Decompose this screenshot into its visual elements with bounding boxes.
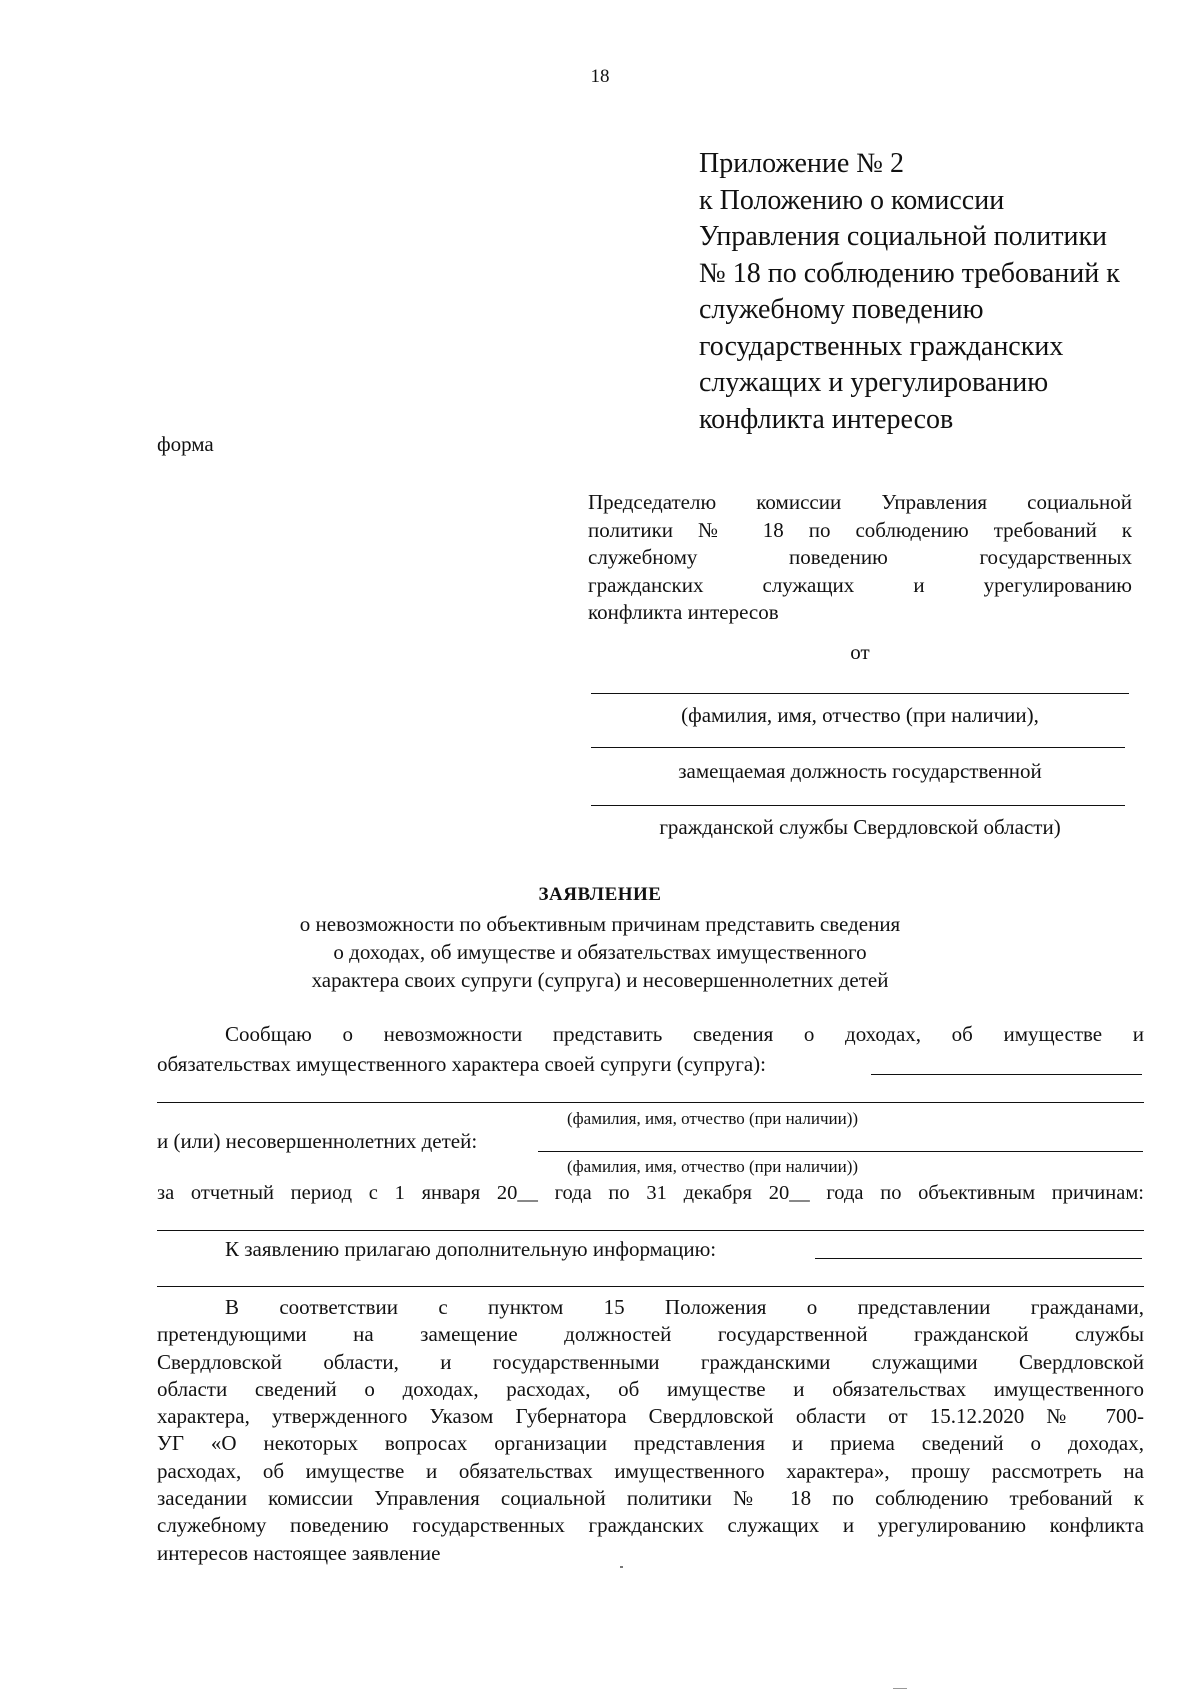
period-line[interactable]: за отчетный период с 1 января 20__ года по 31 декабря 20__ года по объективным причинам:: [157, 1182, 1144, 1204]
appendix-line: служащих и урегулированию: [699, 367, 1049, 398]
statement-subtitle-line: о невозможности по объективным причинам представить сведения: [299, 912, 901, 936]
appendix-line: государственных гражданских: [699, 330, 1064, 362]
addressee-block: [588, 489, 1132, 627]
sender-service-caption: гражданской службы Свердловской области): [659, 815, 1061, 839]
appendix-line: № 18 по соблюдению требований к: [699, 257, 1120, 289]
addressee-line: Председателю комиссии Управления социальной: [588, 490, 1132, 514]
attach-field[interactable]: [815, 1258, 1142, 1259]
appendix-line: служебному поведению: [699, 294, 984, 325]
appendix-line: Приложение № 2: [699, 148, 904, 179]
paragraph-line: претендующими на замещение должностей государственной гражданской службы: [157, 1322, 1144, 1347]
page-number: 18: [590, 66, 610, 87]
paragraph-line: В соответствии с пунктом 15 Положения о представлении гражданами,: [225, 1295, 1144, 1319]
paragraph-line: УГ «О некоторых вопросах организации представления и приема сведений о доходах,: [157, 1431, 1144, 1456]
appendix-line: к Положению о комиссии: [699, 184, 1005, 216]
spouse-fio-field-cont[interactable]: [157, 1102, 1144, 1103]
sender-name-line[interactable]: [591, 693, 1129, 694]
sender-position-line[interactable]: [591, 747, 1125, 748]
paragraph-line: характера, утвержденного Указом Губернатора Свердловской области от 15.12.2020 № 700-: [157, 1404, 1144, 1429]
appendix-header: [699, 146, 1169, 438]
paragraph-line: интересов настоящее заявление: [157, 1540, 441, 1565]
addressee-line: гражданских служащих и урегулированию: [588, 572, 1132, 597]
form-label: форма: [157, 432, 214, 456]
statement-subtitle-line: о доходах, об имуществе и обязательствах имущественного: [333, 940, 867, 964]
intro-line-1: Сообщаю о невозможности представить сведения о доходах, об имуществе и: [225, 1022, 1144, 1046]
addressee-line: политики № 18 по соблюдению требований к: [588, 517, 1132, 542]
paragraph-line: заседании комиссии Управления социальной политики № 18 по соблюдению требований к: [157, 1486, 1144, 1511]
sender-name-caption: (фамилия, имя, отчество (при наличии),: [681, 703, 1039, 727]
paragraph-line: области сведений о доходах, расходах, об имуществе и обязательствах имущественного: [157, 1376, 1144, 1401]
statement-title: ЗАЯВЛЕНИЕ: [538, 884, 662, 905]
addressee-line: конфликта интересов: [588, 600, 779, 624]
scan-speck: [893, 1688, 907, 1689]
addressee-line: служебному поведению государственных: [588, 545, 1132, 569]
attach-field-cont[interactable]: [157, 1286, 1144, 1287]
sender-service-line[interactable]: [591, 805, 1125, 806]
scan-speck: [620, 1566, 623, 1568]
intro-line-2-text: обязательствах имущественного характера своей супруги (супруга):: [157, 1052, 767, 1076]
request-paragraph: [157, 1294, 1144, 1567]
paragraph-line: служебному поведению государственных гражданских служащих и урегулированию конфликта: [157, 1513, 1144, 1538]
paragraph-line: Свердловской области, и государственными гражданскими служащими Свердловской: [157, 1349, 1144, 1374]
spouse-fio-field[interactable]: [871, 1074, 1142, 1075]
paragraph-line: расходах, об имуществе и обязательствах имущественного характера», прошу рассмотреть на: [157, 1458, 1144, 1483]
children-fio-caption: (фамилия, имя, отчество (при наличии)): [566, 1157, 859, 1176]
children-fio-field[interactable]: [538, 1151, 1143, 1152]
sender-position-caption: замещаемая должность государственной: [678, 759, 1042, 783]
appendix-line: конфликта интересов: [699, 403, 954, 435]
spouse-fio-caption: (фамилия, имя, отчество (при наличии)): [566, 1109, 859, 1128]
attach-label: К заявлению прилагаю дополнительную информацию:: [225, 1237, 717, 1261]
from-label: от: [850, 640, 870, 664]
reasons-field[interactable]: [157, 1230, 1144, 1231]
children-label: и (или) несовершеннолетних детей:: [157, 1129, 478, 1153]
statement-title-block: [0, 884, 1200, 994]
appendix-line: Управления социальной политики: [699, 221, 1108, 252]
statement-subtitle-line: характера своих супруги (супруга) и несовершеннолетних детей: [311, 968, 889, 992]
